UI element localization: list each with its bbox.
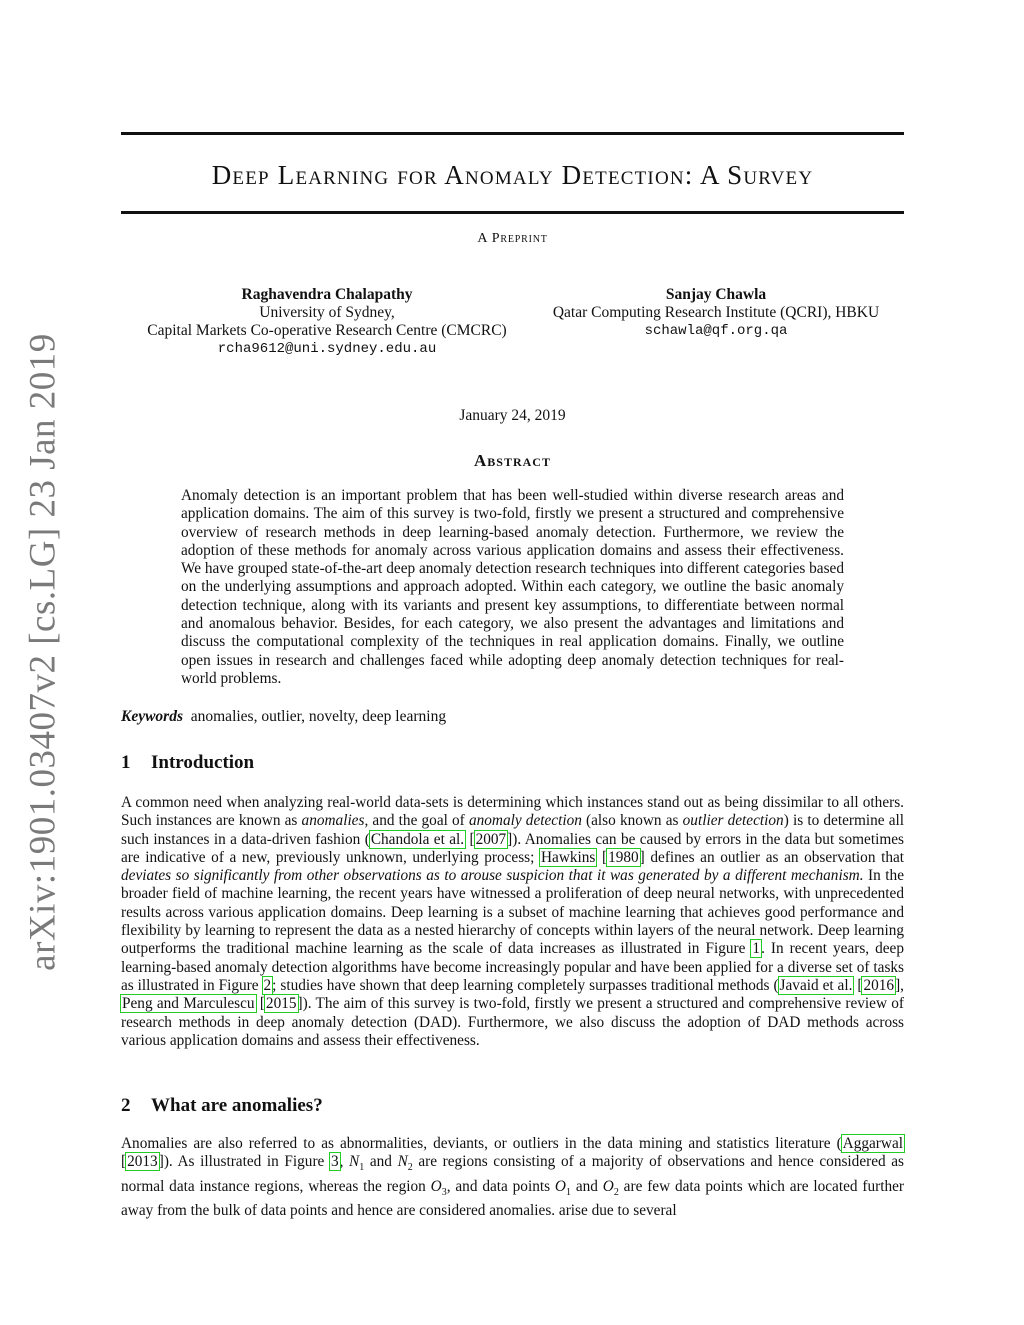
keywords-line <box>121 708 904 726</box>
abstract-heading: Abstract <box>474 451 551 470</box>
anomalies-paragraph: Anomalies are also referred to as abnormalities, deviants, or outliers in the data mining and statistics literature (Aggarwal [2013]). As illustrated in Figure 3, $N_1$ and $N_2$ are regions consisting of a majority of observations and hence considered as normal data instance regions, whereas the region $O_3$, and data points $O_1$ and $O_2$ are few data points which are located further away from the bulk of data points and hence are considered anomalies. arise due to several <box>121 1135 904 1219</box>
citation-year-link[interactable]: 2015 <box>265 995 297 1013</box>
citation-link[interactable]: Aggarwal <box>842 1135 903 1152</box>
figure-link[interactable]: 3 <box>330 1153 339 1171</box>
title-bottom-rule <box>121 211 904 214</box>
author-name: Raghavendra Chalapathy <box>241 286 413 303</box>
publication-date: January 24, 2019 <box>459 407 566 424</box>
citation-year-link[interactable]: 2016 <box>863 976 895 994</box>
paper-title: Deep Learning for Anomaly Detection: A Survey <box>211 160 814 190</box>
introduction-paragraph: A common need when analyzing real-world data-sets is determining which instances stand out as being dissimilar to all others. Such instances are known as anomalies, and the goal of anomaly detection (also known as outlier detection) is to determine all such instances in a data-driven fashion (Chandola et al. [2007]). Anomalies can be caused by errors in the data but sometimes are indicative of a new, previously unknown, underlying process; Hawkins [1980] defines an outlier as an observation that deviates so significantly from other observations as to arouse suspicion that it was generated by a different mechanism. In the broader field of machine learning, the recent years have witnessed a proliferation of deep neural networks, with unprecedented results across various application domains. Deep learning is a subset of machine learning that achieves good performance and flexibility by learning to represent the data as a nested hierarchy of concepts within layers of the neural network. Deep learning outperforms the traditional machine learning as the scale of data increases as illustrated in Figure 1. In recent years, deep learning-based anomaly detection algorithms have become increasingly popular and have been applied for a diverse set of tasks as illustrated in Figure 2; studies have shown that deep learning completely surpasses traditional methods (Javaid et al. [2016], Peng and Marculescu [2015]). The aim of this survey is two-fold, firstly we present a structured and comprehensive review of research methods in deep anomaly detection (DAD). Furthermore, we also discuss the adoption of DAD methods across various application domains and assess their effectiveness. <box>121 794 905 1049</box>
citation-link[interactable]: Javaid et al. <box>779 976 853 994</box>
author-block-1 <box>121 286 533 358</box>
citation-link[interactable]: Peng and Marculescu <box>122 995 255 1013</box>
section-heading-introduction <box>121 752 904 774</box>
citation-year-link[interactable]: 2007 <box>475 830 507 848</box>
author-email[interactable]: schawla@qf.org.qa <box>644 323 788 339</box>
citation-year-link[interactable]: 1980 <box>608 848 639 866</box>
author-affiliation: Capital Markets Co-operative Research Centre (CMCRC) <box>147 322 507 339</box>
author-email[interactable]: rcha9612@uni.sydney.edu.au <box>217 341 437 357</box>
title-top-rule <box>121 132 904 135</box>
section-number: 2 <box>121 1095 131 1116</box>
keywords-value: anomalies, outlier, novelty, deep learning <box>190 708 447 725</box>
section-number: 1 <box>121 752 131 773</box>
keywords-label: Keywords <box>121 708 183 725</box>
figure-link[interactable]: 2 <box>263 976 272 994</box>
author-affiliation: University of Sydney, <box>259 304 395 321</box>
author-name: Sanjay Chawla <box>665 286 767 303</box>
citation-link[interactable]: Hawkins <box>540 848 596 866</box>
section-title: Introduction <box>151 752 255 773</box>
section-heading-what-are-anomalies <box>121 1095 904 1117</box>
figure-link[interactable]: 1 <box>752 940 761 958</box>
author-block-2 <box>530 286 902 340</box>
author-affiliation: Qatar Computing Research Institute (QCRI), HBKU <box>552 304 880 321</box>
citation-year-link[interactable]: 2013 <box>127 1153 158 1171</box>
preprint-label: A Preprint <box>477 231 548 246</box>
citation-link[interactable]: Chandola et al. <box>370 830 465 848</box>
arxiv-identifier: arXiv:1901.03407v2 [cs.LG] 23 Jan 2019 <box>22 333 64 971</box>
section-title: What are anomalies? <box>151 1095 323 1116</box>
abstract-text: Anomaly detection is an important problem that has been well-studied within diverse research areas and application domains. The aim of this survey is two-fold, firstly we present a structured and comprehensive overview of research methods in deep learning-based anomaly detection. Furthermore, we review the adoption of these methods for anomaly across various application domains and assess their effectiveness. We have grouped state-of-the-art deep anomaly detection research techniques into different categories based on the underlying assumptions and approach adopted. Within each category, we outline the basic anomaly detection technique, along with its variants and present key assumptions, to differentiate between normal and anomalous behavior. Besides, for each category, we also present the advantages and limitations and discuss the computational complexity of the techniques in real application domains. Finally, we outline open issues in research and challenges faced while adopting deep anomaly detection techniques for real-world problems. <box>181 487 844 687</box>
